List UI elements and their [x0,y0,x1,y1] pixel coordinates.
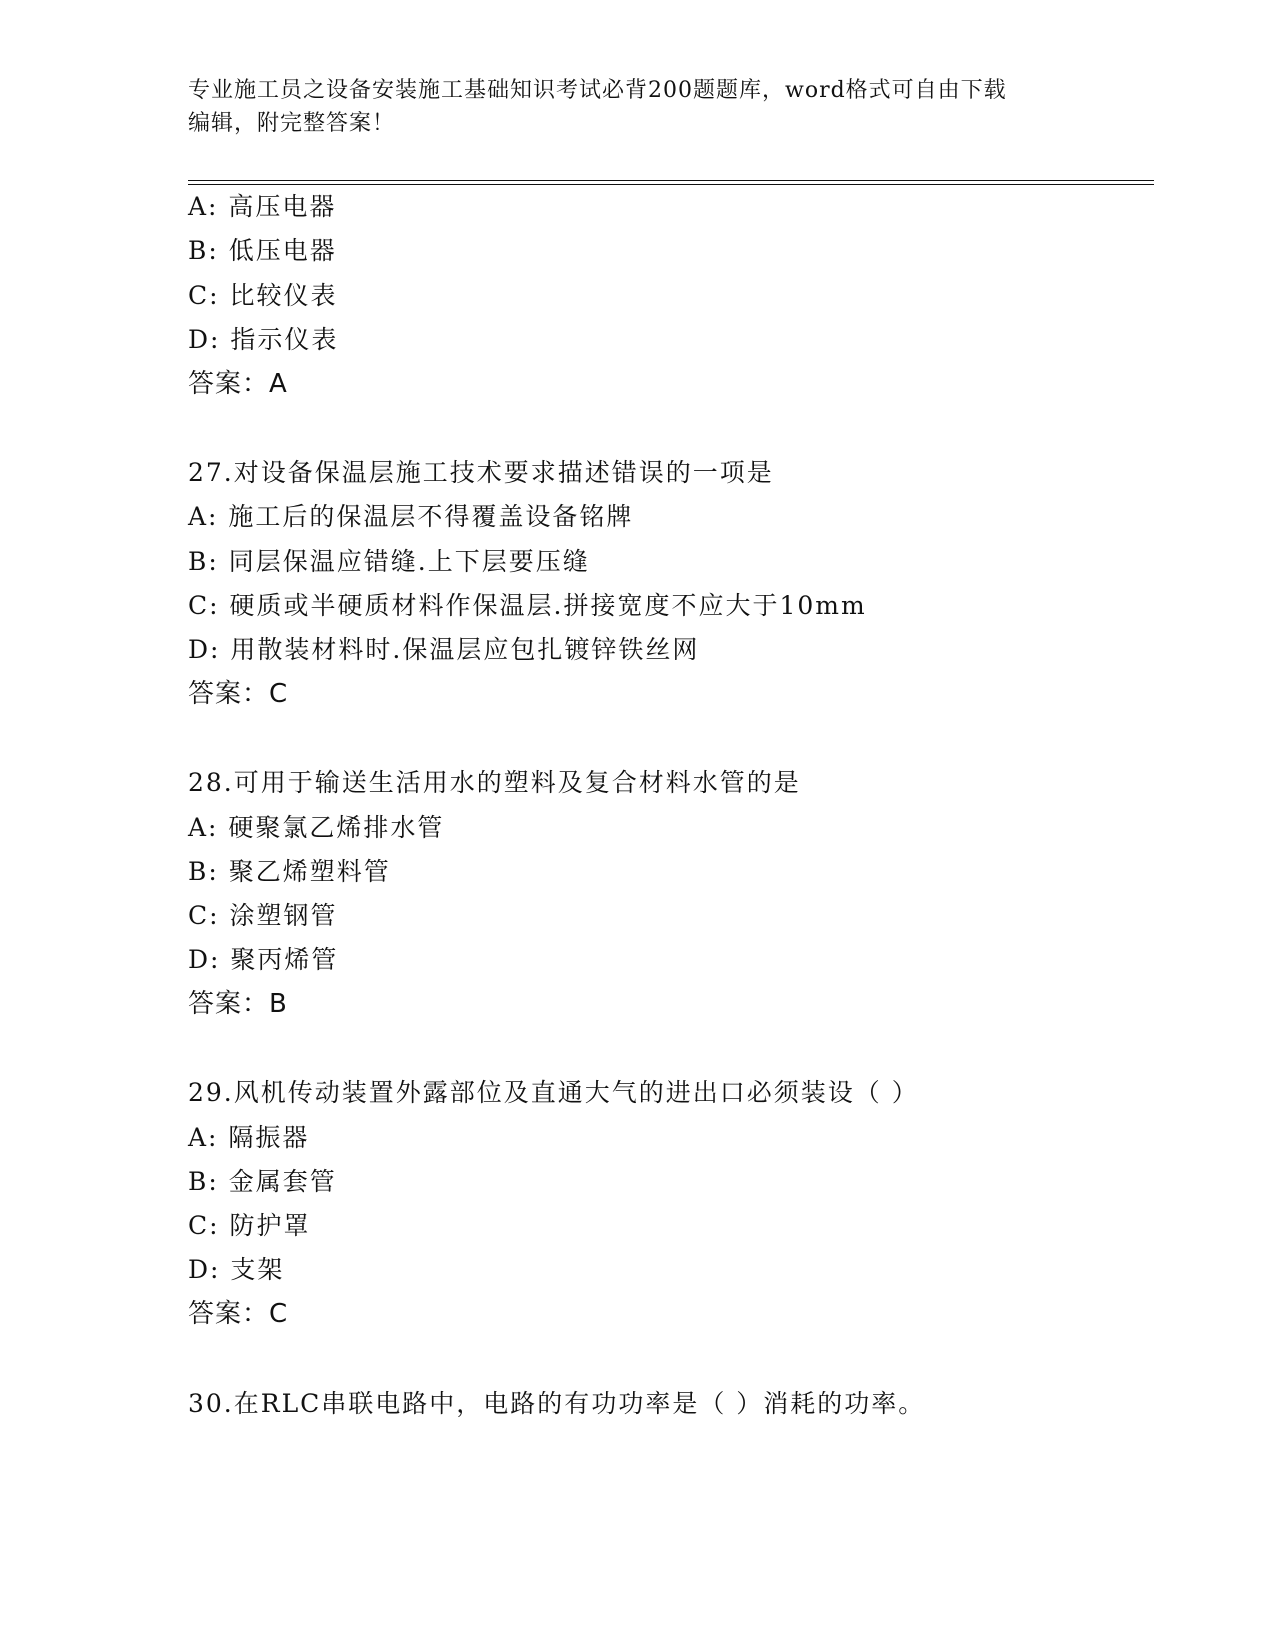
q26-option-c: C: 比较仪表 [188,281,338,310]
header-line-2: 编辑，附完整答案！ [188,111,396,136]
q27-option-c: C: 硬质或半硬质材料作保温层.拼接宽度不应大于10mm [188,591,867,620]
header-divider-bottom [188,184,1154,185]
q28-answer: 答案：B [188,989,288,1019]
q27-option-b: B: 同层保温应错缝.上下层要压缝 [188,547,590,576]
document-header [188,74,1088,140]
q30-question: 30.在RLC串联电路中，电路的有功功率是（ ）消耗的功率。 [188,1389,926,1418]
q29-option-a: A: 隔振器 [188,1123,310,1152]
q28-question: 28.可用于输送生活用水的塑料及复合材料水管的是 [188,768,801,797]
q28-option-b: B: 聚乙烯塑料管 [188,857,391,886]
q27-option-a: A: 施工后的保温层不得覆盖设备铭牌 [188,502,634,531]
q26-option-b: B: 低压电器 [188,236,337,265]
q29-option-d: D: 支架 [188,1255,285,1284]
q28-option-d: D: 聚丙烯管 [188,945,339,974]
q27-answer: 答案：C [188,679,289,709]
q26-option-d: D: 指示仪表 [188,325,339,354]
header-line-1: 专业施工员之设备安装施工基础知识考试必背200题题库，word格式可自由下载 [188,78,1007,103]
q29-option-c: C: 防护罩 [188,1211,311,1240]
q26-option-a: A: 高压电器 [188,192,337,221]
q29-option-b: B: 金属套管 [188,1167,337,1196]
q26-answer: 答案：A [188,369,288,399]
q28-option-c: C: 涂塑钢管 [188,901,338,930]
q27-question: 27.对设备保温层施工技术要求描述错误的一项是 [188,458,774,487]
q29-answer: 答案：C [188,1299,289,1329]
q27-option-d: D: 用散装材料时.保温层应包扎镀锌铁丝网 [188,635,700,664]
q28-option-a: A: 硬聚氯乙烯排水管 [188,813,445,842]
header-divider-top [188,180,1154,181]
q29-question: 29.风机传动装置外露部位及直通大气的进出口必须装设（ ） [188,1078,919,1107]
